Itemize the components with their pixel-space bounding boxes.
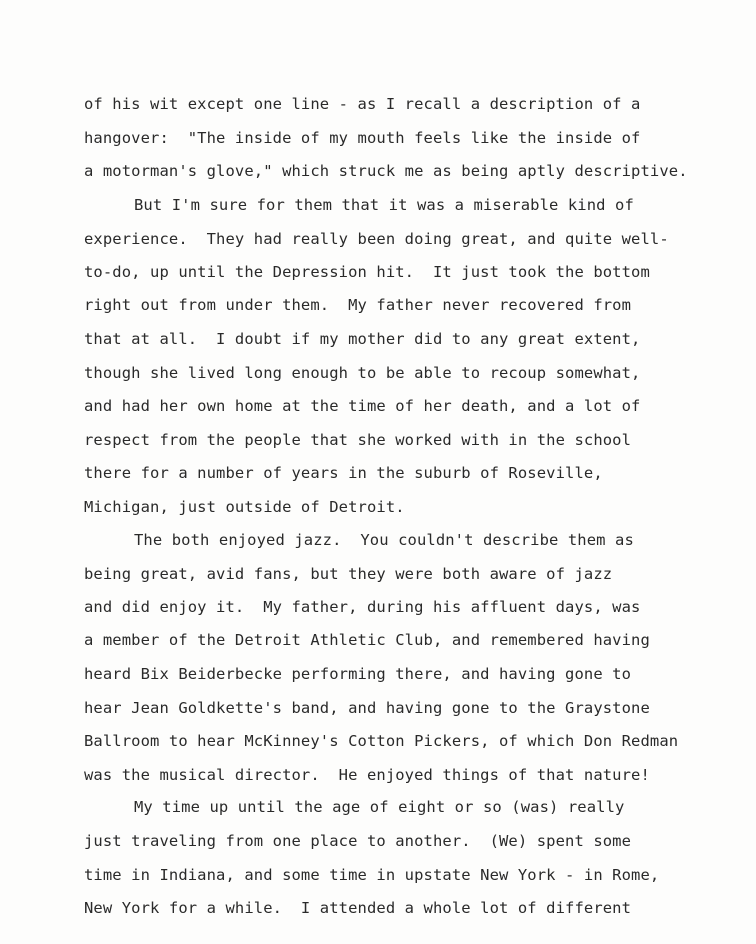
text-line: heard Bix Beiderbecke performing there, and having gone to (84, 665, 632, 683)
text-line: to-do, up until the Depression hit. It just took the bottom (84, 263, 650, 281)
text-line: time in Indiana, and some time in upstate New York - in Rome, (84, 866, 660, 884)
text-line: that at all. I doubt if my mother did to any great extent, (84, 330, 641, 348)
text-line: My time up until the age of eight or so (was) really (134, 798, 625, 816)
text-line: and had her own home at the time of her death, and a lot of (84, 397, 641, 415)
text-line: just traveling from one place to another. (We) spent some (84, 832, 632, 850)
text-line: Ballroom to hear McKinney's Cotton Pickers, of which Don Redman (84, 732, 679, 750)
text-line: hangover: "The inside of my mouth feels like the inside of (84, 129, 641, 147)
text-line: respect from the people that she worked with in the school (84, 431, 632, 449)
text-line: was the musical director. He enjoyed things of that nature! (84, 766, 650, 784)
text-line: and did enjoy it. My father, during his affluent days, was (84, 598, 641, 616)
text-line: a motorman's glove," which struck me as being aptly descriptive. (84, 162, 688, 180)
text-line: New York for a while. I attended a whole lot of different (84, 899, 632, 917)
text-line: there for a number of years in the suburb of Roseville, (84, 464, 603, 482)
text-line: The both enjoyed jazz. You couldn't describe them as (134, 531, 634, 549)
text-line: experience. They had really been doing great, and quite well- (84, 230, 669, 248)
text-line: But I'm sure for them that it was a miserable kind of (134, 196, 634, 214)
text-line: of his wit except one line - as I recall a description of a (84, 95, 641, 113)
text-line: Michigan, just outside of Detroit. (84, 498, 405, 516)
text-line: a member of the Detroit Athletic Club, and remembered having (84, 631, 650, 649)
text-line: though she lived long enough to be able to recoup somewhat, (84, 364, 641, 382)
text-line: hear Jean Goldkette's band, and having gone to the Graystone (84, 699, 650, 717)
text-line: being great, avid fans, but they were both aware of jazz (84, 565, 613, 583)
text-line: right out from under them. My father never recovered from (84, 296, 632, 314)
